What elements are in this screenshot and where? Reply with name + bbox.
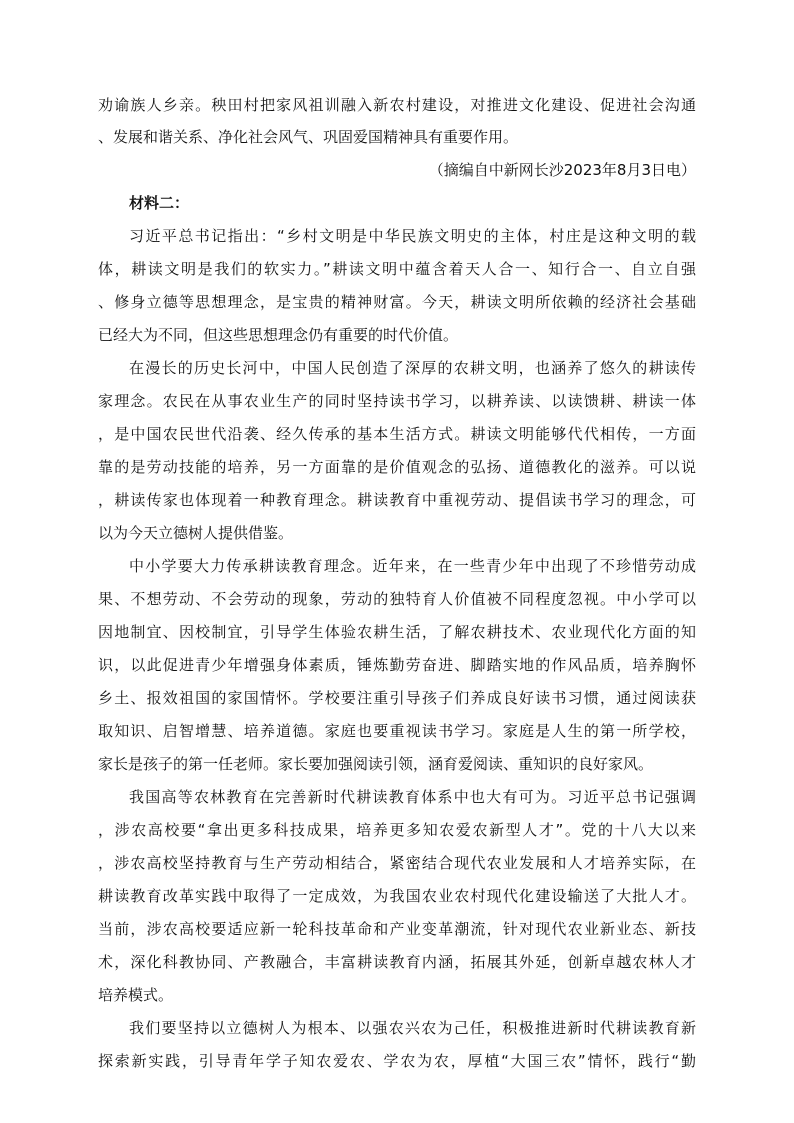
- text-line: ，耕读传家也体现着一种教育理念。耕读教育中重视劳动、提倡读书学习的理念，可: [98, 491, 696, 509]
- text-line: 我国高等农林教育在完善新时代耕读教育体系中也大有可为。习近平总书记强调: [129, 788, 696, 806]
- text-line: 因地制宜、因校制宜，引导学生体验农耕生活，了解农耕技术、农业现代化方面的知: [98, 623, 696, 641]
- text-line: 靠的是劳动技能的培养，另一方面靠的是价值观念的弘扬、道德教化的滋养。可以说: [98, 458, 696, 476]
- text-line: 乡土、报效祖国的家国情怀。学校要注重引导孩子们养成良好读书习惯，通过阅读获: [98, 689, 696, 707]
- source-note: （摘编自中新网长沙2023年8月3日电）: [428, 161, 696, 179]
- text-line: 培养模式。: [98, 986, 174, 1004]
- text-line: 已经大为不同，但这些思想理念仍有重要的时代价值。: [98, 326, 459, 344]
- text-line: 果、不想劳动、不会劳动的现象，劳动的独特育人价值被不同程度忽视。中小学可以: [98, 590, 696, 608]
- text-line: 探索新实践，引导青年学子知农爱农、学农为农，厚植“大国三农”情怀，践行“勤: [98, 1052, 696, 1070]
- text-line: 当前，涉农高校要适应新一轮科技革命和产业变革潮流，针对现代农业新业态、新技: [98, 920, 696, 938]
- text-line: 劝谕族人乡亲。秧田村把家风祖训融入新农村建设，对推进文化建设、促进社会沟通: [98, 96, 696, 114]
- text-line: 取知识、启智增慧、培养道德。家庭也要重视读书学习。家庭是人生的第一所学校，: [98, 722, 696, 740]
- text-line: 家长是孩子的第一任老师。家长要加强阅读引领，涵育爱阅读、重知识的良好家风。: [98, 755, 654, 773]
- text-line: 以为今天立德树人提供借鉴。: [98, 524, 294, 542]
- text-line: 家理念。农民在从事农业生产的同时坚持读书学习，以耕养读、以读馈耕、耕读一体: [98, 392, 696, 410]
- text-line: 中小学要大力传承耕读教育理念。近年来，在一些青少年中出现了不珍惜劳动成: [129, 557, 696, 575]
- text-line: 习近平总书记指出：“乡村文明是中华民族文明史的主体，村庄是这种文明的载: [129, 227, 696, 245]
- text-line: ，是中国农民世代沿袭、经久传承的基本生活方式。耕读文明能够代代相传，一方面: [98, 425, 696, 443]
- text-line: 在漫长的历史长河中，中国人民创造了深厚的农耕文明，也涵养了悠久的耕读传: [129, 359, 696, 377]
- text-line: 识，以此促进青少年增强身体素质，锤炼勤劳奋进、脚踏实地的作风品质，培养胸怀: [98, 656, 696, 674]
- text-line: ，涉农高校坚持教育与生产劳动相结合，紧密结合现代农业发展和人才培养实际，在: [98, 854, 696, 872]
- text-line: 耕读教育改革实践中取得了一定成效，为我国农业农村现代化建设输送了大批人才。: [98, 887, 696, 905]
- text-line: 、修身立德等思想理念，是宝贵的精神财富。今天，耕读文明所依赖的经济社会基础: [98, 293, 696, 311]
- text-line: ，涉农高校要“拿出更多科技成果，培养更多知农爱农新型人才”。党的十八大以来: [98, 821, 696, 839]
- text-line: 、发展和谐关系、净化社会风气、巩固爱国精神具有重要作用。: [98, 128, 519, 146]
- section-heading: 材料二：: [129, 194, 190, 212]
- text-line: 我们要坚持以立德树人为根本、以强农兴农为己任，积极推进新时代耕读教育新: [129, 1019, 696, 1037]
- text-line: 体，耕读文明是我们的软实力。”耕读文明中蕴含着天人合一、知行合一、自立自强: [98, 260, 696, 278]
- text-line: 术，深化科教协同、产教融合，丰富耕读教育内涵，拓展其外延，创新卓越农林人才: [98, 953, 696, 971]
